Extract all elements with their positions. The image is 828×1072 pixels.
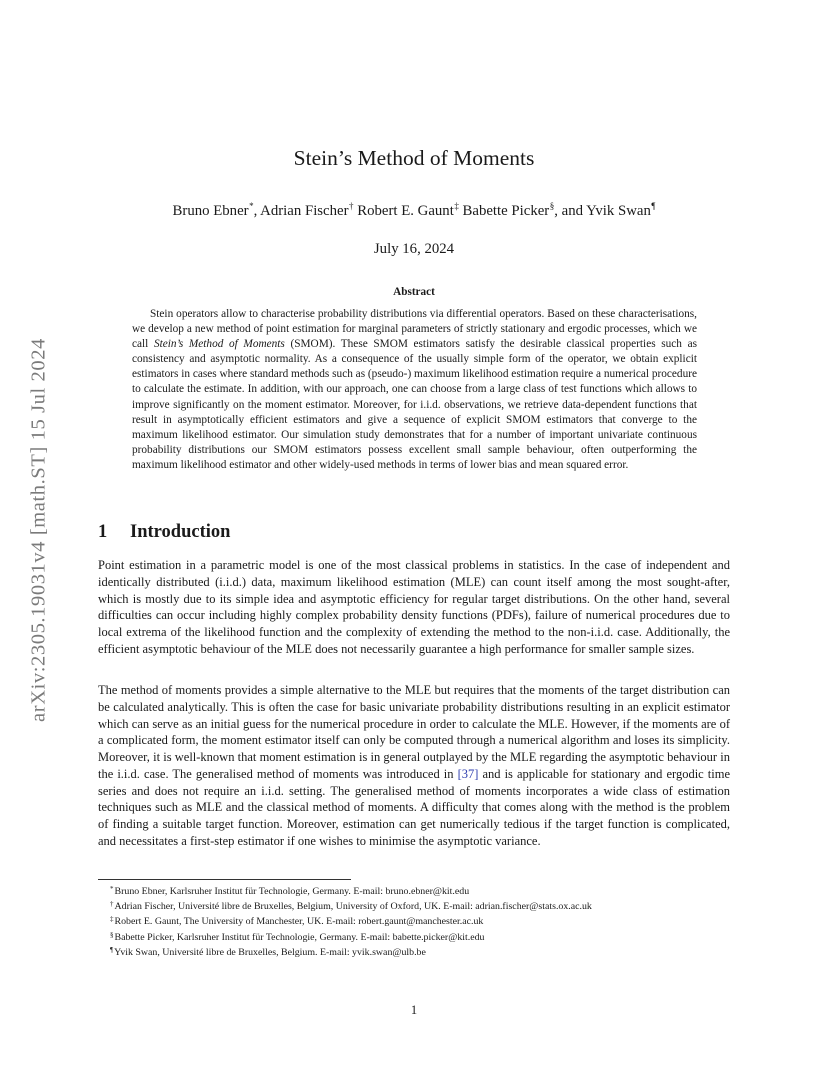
abstract-heading: Abstract [393,286,435,298]
author-name: Adrian Fischer [260,203,349,219]
author-list: Bruno Ebner*, Adrian Fischer† Robert E. Gaunt‡ Babette Picker§, and Yvik Swan¶ [172,201,656,219]
footnote-divider [98,879,351,880]
arxiv-identifier-text: arXiv:2305.19031v4 [math.ST] 15 Jul 2024 [27,338,50,722]
abstract-emphasis: Stein’s Method of Moments [153,338,285,351]
intro-paragraph-1: Point estimation in a parametric model is one of the most classical problems in statistics. In the case of independent and identically distributed (i.i.d.) data, maximum likelihood estimation (MLE) can count itself among the most sought-after, which is mostly due to its simple idea and asymptotic efficiency for regular target distributions. On the other hand, several difficulties can occur including highly complex probability density functions (PDFs), failure of numerical procedures due to local extrema of the likelihood function and the complexity of extending the method to the non-i.i.d. case. Additionally, the efficient asymptotic behaviour of the MLE does not necessarily guarantee a high performance for smaller sample sizes. [98,558,730,656]
intro-paragraph-2 [98,682,730,850]
footnote-text: Adrian Fischer, Université libre de Bruxelles, Belgium, University of Oxford, UK. E-mail: adrian.fischer@stats.ox.ac.uk [114,901,592,913]
author-footnote-mark[interactable]: ¶ [651,201,656,211]
footnote [98,944,738,959]
footnote-mark: † [110,900,114,909]
footnote-text: Robert E. Gaunt, The University of Manchester, UK. E-mail: robert.gaunt@manchester.ac.uk [114,916,484,928]
footnote-mark: * [110,885,114,893]
footnote [98,883,738,898]
author-name: Robert E. Gaunt [357,203,454,219]
footnote-mark: ¶ [110,945,114,954]
footnote-text: Babette Picker, Karlsruher Institut für Technologie, Germany. E-mail: babette.picker@kit.edu [114,931,485,943]
publication-date: July 16, 2024 [373,241,455,257]
page-number: 1 [410,1003,418,1017]
section-title: Introduction [130,522,231,542]
section-heading [98,522,230,543]
footnote-mark: § [110,930,114,939]
footnote [98,929,738,944]
footnote-mark: ‡ [110,915,114,924]
abstract-text [132,307,697,473]
citation-link[interactable]: [37] [457,766,479,781]
author-name: Yvik Swan [586,203,651,219]
footnote [98,913,738,928]
author-conjunction: and [561,203,583,219]
footnote-text: Yvik Swan, Université libre de Bruxelles, Belgium. E-mail: yvik.swan@ulb.be [114,946,426,958]
abstract-text-part: (SMOM). These SMOM estimators satisfy the desirable classical properties such as consistency and asymptotic normality. As a consequence of the usually simple form of the operator, we obtain explicit estimators in cases where standard methods such as (pseudo-) maximum likelihood estimation require a numerical procedure to calculate the estimate. In addition, with our approach, one can choose from a large class of test functions which allows to improve significantly on the moment estimator. Moreover, for i.i.d. observations, we retrieve data-dependent functions that result in asymptotically efficient estimators and give a sequence of explicit SMOM estimators that converge to the maximum likelihood estimator. Our simulation study demonstrates that for a number of important univariate continuous probability distributions our SMOM estimators possess excellent small sample behaviour, often outperforming the maximum likelihood estimator and other widely-used methods in terms of lower bias and mean squared error. [132,338,697,471]
footnote-text: Bruno Ebner, Karlsruher Institut für Technologie, Germany. E-mail: bruno.ebner@kit.edu [114,886,470,897]
author-footnote-mark[interactable]: ‡ [454,201,459,211]
paragraph-text: The method of moments provides a simple alternative to the MLE but requires that the moments of the target distribution can be calculated analytically. This is often the case for basic univariate probability distributions resulting in an explicit estimator which can serve as an initial guess for the numerical procedure in order to calculate the MLE. However, if the moments are of a complicated form, the moment estimator itself can only be computed through a numerical algorithm and loses its simplicity. Moreover, it is well-known that moment estimation is in general outplayed by the MLE regarding the asymptotic behaviour in the i.i.d. case. The generalised method of moments was introduced in [98,683,730,781]
author-footnote-mark[interactable]: § [549,201,555,211]
section-number: 1 [98,522,108,542]
paragraph-text: and is applicable for stationary and ergodic time series and does not require an i.i.d. setting. The generalised method of moments incorporates a wide class of estimation techniques such as MLE and the classical method of moments. A difficulty that comes along with the method is the problem of finding a suitable target function. Moreover, estimation can get numerically tedious if the target function is complicated, and necessitates a first-step estimator if one wishes to minimise the asymptotic variance. [98,766,730,848]
footnote [98,898,738,913]
author-footnote-mark[interactable]: * [249,201,254,211]
paper-title: Stein’s Method of Moments [293,146,535,170]
arxiv-identifier-stamp [24,285,54,775]
abstract-text-part: Stein operators allow to characterise probability distributions via differential operators. Based on these characterisations, we develop a new method of point estimation for marginal parameters of strictly stationary and ergodic processes, which we call [132,308,697,351]
author-name: Babette Picker [462,203,550,219]
author-name: Bruno Ebner [172,203,249,219]
footnotes [98,883,738,959]
author-footnote-mark[interactable]: † [349,201,354,211]
